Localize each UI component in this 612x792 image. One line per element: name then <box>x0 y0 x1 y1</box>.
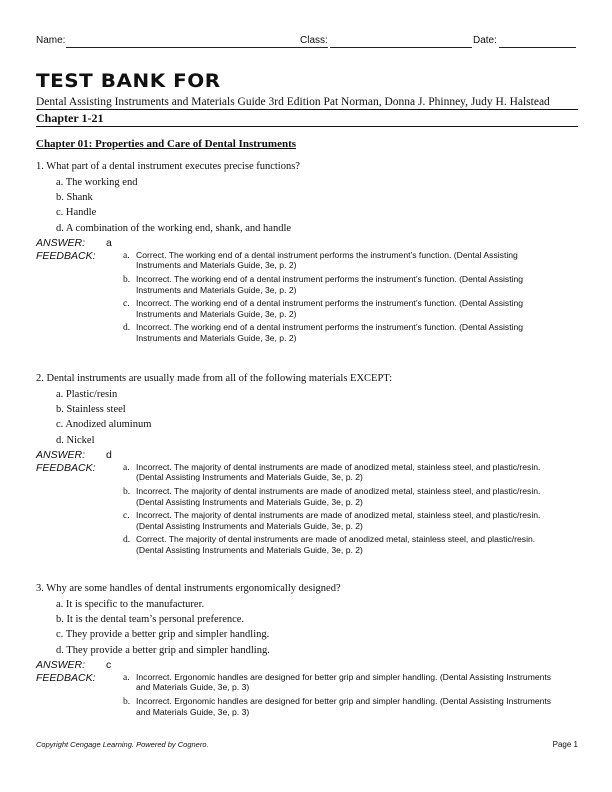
answer-row <box>36 236 581 250</box>
feedback-text: Correct. The working end of a dental instrument performs the instrument’s function. (Dental Assisting Instruments and Materials Guide, 3e, p. 2) <box>136 249 518 271</box>
date-label: Date: <box>473 35 497 46</box>
question-3 <box>36 582 581 720</box>
feedback-text: Incorrect. The majority of dental instruments are made of anodized metal, stainless steel, and plastic/resin. (Dental Assisting Instruments and Materials Guide, 3e, p. 2) <box>136 486 541 507</box>
feedback-item <box>36 534 581 555</box>
answer-value: a <box>106 236 112 249</box>
feedback-block <box>36 250 581 344</box>
feedback-text: Correct. The majority of dental instruments are made of anodized metal, stainless steel, and plastic/resin. (Dental Assisting Instruments and Materials Guide, 3e, p. 2) <box>136 534 536 555</box>
option-list <box>36 175 581 236</box>
option-list <box>36 387 581 448</box>
book-title: Dental Assisting Instruments and Materials Guide 3rd Edition Pat Norman, Donna J. Phinney, Judy H. Halstead <box>36 96 550 108</box>
page-number: Page 1 <box>552 740 578 749</box>
feedback-item <box>36 322 581 343</box>
option-d: d. They provide a better grip and simpler handling. <box>56 644 270 656</box>
question-stem: 3. Why are some handles of dental instruments ergonomically designed? <box>36 583 341 594</box>
answer-value: d <box>106 448 112 461</box>
question-1 <box>36 160 581 347</box>
feedback-item <box>36 462 581 483</box>
chapter-divider <box>36 126 578 127</box>
feedback-letter: a. <box>123 672 130 683</box>
feedback-letter: c. <box>123 299 130 310</box>
option-c: c. Anodized aluminum <box>56 419 152 431</box>
answer-label: ANSWER: <box>36 658 86 671</box>
feedback-label: FEEDBACK: <box>36 461 96 474</box>
feedback-text: Incorrect. The majority of dental instruments are made of anodized metal, stainless steel, and plastic/resin. (Dental Assisting Instruments and Materials Guide, 3e, p. 2) <box>136 510 541 531</box>
class-label: Class: <box>300 35 328 46</box>
option-c: c. Handle <box>56 207 97 219</box>
feedback-item <box>36 274 581 295</box>
feedback-block <box>36 672 581 717</box>
question-stem: 2. Dental instruments are usually made from all of the following materials EXCEPT: <box>36 373 393 384</box>
option-a: a. The working end <box>56 177 138 188</box>
feedback-item <box>36 298 581 319</box>
answer-row <box>36 658 581 672</box>
option-list <box>36 597 581 658</box>
option-d: d. A combination of the working end, shank, and handle <box>56 222 292 234</box>
answer-label: ANSWER: <box>36 236 86 249</box>
copyright-footer: Copyright Cengage Learning. Powered by Cognero. <box>36 740 209 749</box>
feedback-letter: a. <box>123 462 130 473</box>
feedback-letter: b. <box>123 697 131 707</box>
name-label: Name: <box>36 35 66 46</box>
name-field-line <box>66 47 328 48</box>
feedback-item <box>36 486 581 507</box>
answer-label: ANSWER: <box>36 448 86 461</box>
option-c: c. They provide a better grip and simpler handling. <box>56 629 270 641</box>
feedback-item <box>36 510 581 531</box>
option-a: a. It is specific to the manufacturer. <box>56 599 205 610</box>
question-stem: 1. What part of a dental instrument executes precise functions? <box>36 161 300 172</box>
option-b: b. Shank <box>56 192 93 204</box>
feedback-text: Incorrect. Ergonomic handles are designed for better grip and simpler handling. (Dental Assisting Instruments and Materials Guide, 3e, p. 3) <box>136 671 552 693</box>
feedback-item <box>36 696 581 717</box>
answer-value: c <box>106 658 112 671</box>
feedback-letter: d. <box>123 535 131 546</box>
feedback-label: FEEDBACK: <box>36 249 96 262</box>
feedback-letter: a. <box>123 250 130 261</box>
feedback-item <box>36 672 581 693</box>
feedback-letter: d. <box>123 323 131 334</box>
feedback-item <box>36 250 581 271</box>
feedback-text: Incorrect. The working end of a dental instrument performs the instrument’s function. (Dental Assisting Instruments and Materials Guide, 3e, p. 2) <box>136 298 524 319</box>
feedback-letter: c. <box>123 511 130 522</box>
date-field-line <box>499 47 576 48</box>
option-a: a. Plastic/resin <box>56 389 118 400</box>
title-divider <box>36 109 578 110</box>
option-d: d. Nickel <box>56 434 95 446</box>
feedback-text: Incorrect. The majority of dental instruments are made of anodized metal, stainless steel, and plastic/resin. (Dental Assisting Instruments and Materials Guide, 3e, p. 2) <box>136 461 541 483</box>
test-bank-banner: TEST BANK FOR <box>36 70 221 92</box>
feedback-text: Incorrect. The working end of a dental instrument performs the instrument’s function. (Dental Assisting Instruments and Materials Guide, 3e, p. 2) <box>136 322 524 343</box>
class-field-line <box>330 47 472 48</box>
option-b: b. It is the dental team’s personal preference. <box>56 614 245 626</box>
question-2 <box>36 372 581 559</box>
feedback-block <box>36 462 581 556</box>
feedback-text: Incorrect. Ergonomic handles are designed for better grip and simpler handling. (Dental Assisting Instruments and Materials Guide, 3e, p. 3) <box>136 696 552 717</box>
chapter-range: Chapter 1-21 <box>36 111 104 125</box>
option-b: b. Stainless steel <box>56 404 126 416</box>
chapter-heading: Chapter 01: Properties and Care of Dental Instruments <box>36 138 297 150</box>
feedback-letter: b. <box>123 487 131 497</box>
feedback-label: FEEDBACK: <box>36 671 96 684</box>
answer-row <box>36 448 581 462</box>
feedback-text: Incorrect. The working end of a dental instrument performs the instrument’s function. (Dental Assisting Instruments and Materials Guide, 3e, p. 2) <box>136 274 524 295</box>
feedback-letter: b. <box>123 275 131 285</box>
